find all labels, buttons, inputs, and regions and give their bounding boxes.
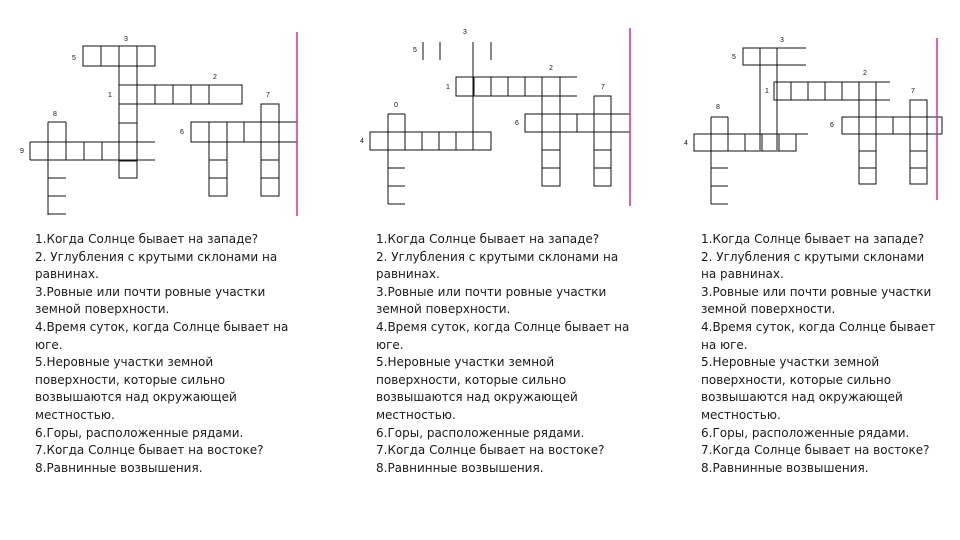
clue-number-5: 5 bbox=[732, 54, 736, 61]
clue-list-1 bbox=[35, 231, 300, 477]
clue-5: 5.Неровные участки земной поверхности, которые сильно возвышаются над окружающей местностью. bbox=[701, 355, 903, 422]
clue-2: 2. Углубления с крутыми склонами на равнинах. bbox=[376, 249, 619, 282]
clue-1: 1.Когда Солнце бывает на западе? bbox=[376, 232, 600, 246]
clue-number-2: 2 bbox=[863, 70, 867, 77]
clue-3: 3.Ровные или почти ровные участки земной поверхности. bbox=[35, 284, 266, 317]
clue-2: 2. Углубления с крутыми склонами на равнинах. bbox=[35, 249, 278, 282]
clue-1: 1.Когда Солнце бывает на западе? bbox=[35, 232, 259, 246]
clue-number-7: 7 bbox=[911, 88, 915, 95]
clue-7: 7.Когда Солнце бывает на востоке? bbox=[376, 443, 605, 458]
clue-8: 8.Равнинные возвышения. bbox=[376, 460, 544, 475]
crossword-grid-1 bbox=[0, 0, 320, 230]
clue-5: 5.Неровные участки земной поверхности, которые сильно возвышаются над окружающей местностью. bbox=[35, 355, 237, 422]
clue-4: 4.Время суток, когда Солнце бывает на юге. bbox=[376, 319, 630, 352]
clue-7: 7.Когда Солнце бывает на востоке? bbox=[701, 443, 930, 458]
clue-number-1: 1 bbox=[108, 92, 112, 99]
clue-number-1: 1 bbox=[446, 84, 450, 91]
clue-number-0: 0 bbox=[394, 102, 398, 109]
clue-1: 1.Когда Солнце бывает на западе? bbox=[701, 232, 925, 246]
clue-4: 4.Время суток, когда Солнце бывает на юге. bbox=[701, 319, 936, 352]
clue-number-5: 5 bbox=[72, 55, 76, 62]
crossword-panel-3 bbox=[640, 0, 960, 540]
clue-5: 5.Неровные участки земной поверхности, которые сильно возвышаются над окружающей местностью. bbox=[376, 355, 578, 422]
clue-number-2: 2 bbox=[213, 74, 217, 81]
clue-number-6: 6 bbox=[830, 122, 834, 129]
clue-3: 3.Ровные или почти ровные участки земной поверхности. bbox=[701, 284, 932, 317]
clue-6: 6.Горы, расположенные рядами. bbox=[376, 425, 585, 440]
clue-8: 8.Равнинные возвышения. bbox=[701, 460, 869, 475]
clue-list-2 bbox=[376, 231, 641, 477]
clue-number-8: 8 bbox=[716, 104, 720, 111]
clue-4: 4.Время суток, когда Солнце бывает на юге. bbox=[35, 319, 289, 352]
crossword-grid-2 bbox=[320, 0, 640, 230]
clue-number-5: 5 bbox=[413, 47, 417, 54]
clue-number-9: 9 bbox=[20, 148, 24, 155]
clue-number-1: 1 bbox=[765, 88, 769, 95]
clue-number-7: 7 bbox=[266, 92, 270, 99]
clue-number-4: 4 bbox=[360, 138, 364, 145]
clue-6: 6.Горы, расположенные рядами. bbox=[701, 425, 910, 440]
clue-6: 6.Горы, расположенные рядами. bbox=[35, 425, 244, 440]
clue-number-7: 7 bbox=[601, 84, 605, 91]
clue-3: 3.Ровные или почти ровные участки земной поверхности. bbox=[376, 284, 607, 317]
clue-2: 2. Углубления с крутыми склонами на равнинах. bbox=[701, 249, 925, 282]
clue-list-3 bbox=[701, 231, 941, 477]
clue-number-8: 8 bbox=[53, 111, 57, 118]
clue-number-3: 3 bbox=[780, 37, 784, 44]
clue-8: 8.Равнинные возвышения. bbox=[35, 460, 203, 475]
clue-number-4: 4 bbox=[684, 140, 688, 147]
clue-number-3: 3 bbox=[124, 36, 128, 43]
crossword-panel-2 bbox=[320, 0, 640, 540]
clue-7: 7.Когда Солнце бывает на востоке? bbox=[35, 443, 264, 458]
clue-number-6: 6 bbox=[180, 129, 184, 136]
clue-number-2: 2 bbox=[549, 65, 553, 72]
clue-number-3: 3 bbox=[463, 29, 467, 36]
clue-number-6: 6 bbox=[515, 120, 519, 127]
crossword-panel-1 bbox=[0, 0, 320, 540]
crossword-grid-3 bbox=[640, 0, 960, 230]
